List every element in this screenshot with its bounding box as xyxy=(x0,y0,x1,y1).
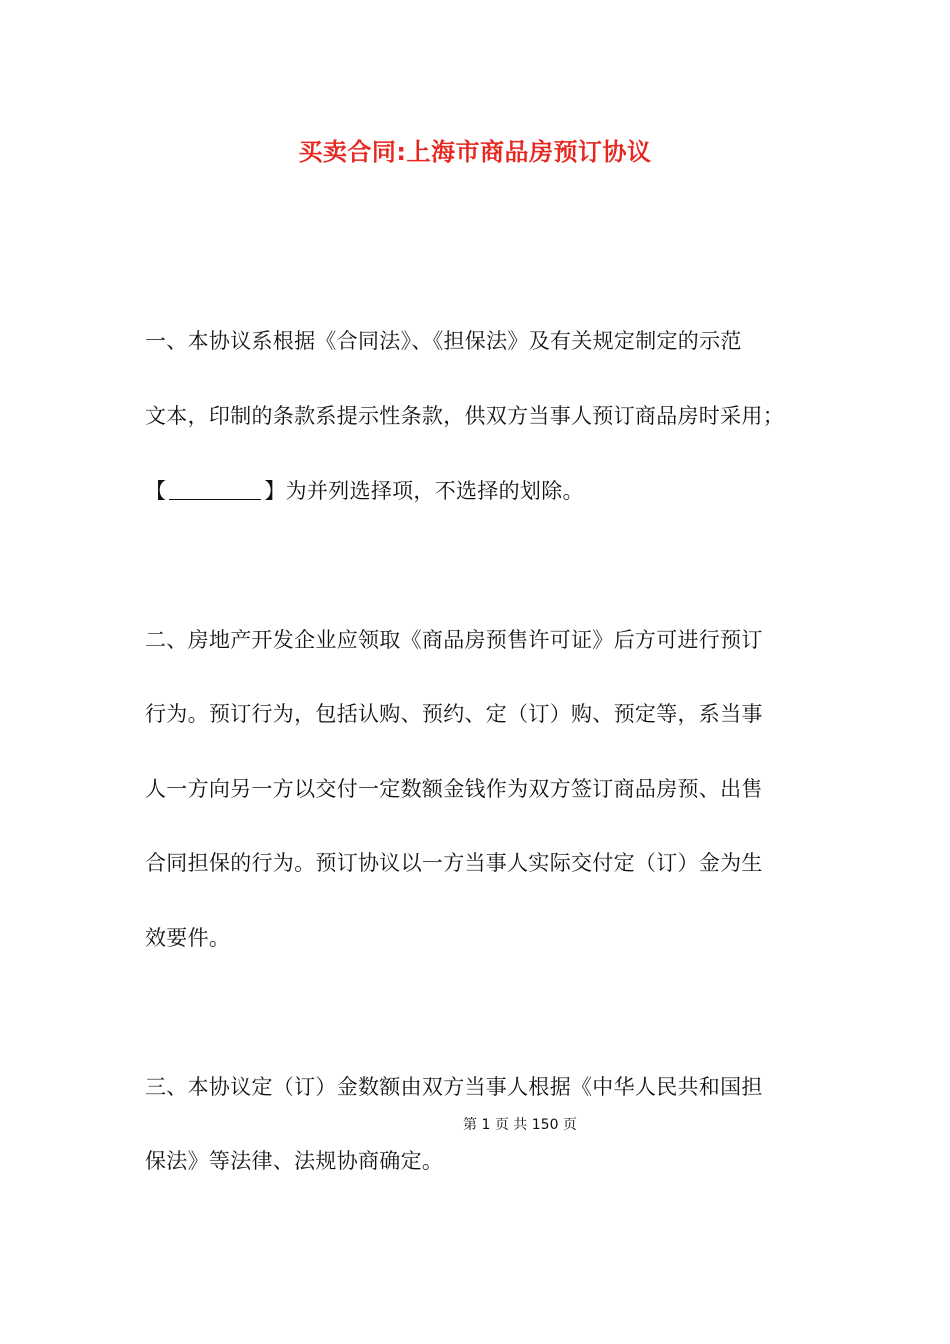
bracket-open: 【 xyxy=(145,479,167,503)
paragraph-2-line-4: 合同担保的行为。预订协议以一方当事人实际交付定（订）金为生 xyxy=(145,851,763,875)
fill-in-blank xyxy=(169,477,261,500)
paragraph-1-line-1: 一、本协议系根据《合同法》、《担保法》及有关规定制定的示范 xyxy=(145,329,742,353)
paragraph-2-line-1: 二、房地产开发企业应领取《商品房预售许可证》后方可进行预订 xyxy=(145,628,763,652)
paragraph-1-line-2: 文本，印制的条款系提示性条款，供双方当事人预订商品房时采用； xyxy=(145,404,784,428)
document-title: 买卖合同:上海市商品房预订协议 xyxy=(298,138,652,166)
paragraph-2-line-2: 行为。预订行为，包括认购、预约、定（订）购、预定等，系当事 xyxy=(145,702,763,726)
paragraph-3-line-2: 保法》等法律、法规协商确定。 xyxy=(145,1149,444,1173)
page-footer: 第 1 页 共 150 页 xyxy=(463,1117,577,1133)
bracket-note: 为并列选择项，不选择的划除。 xyxy=(285,479,584,503)
paragraph-3-line-1: 三、本协议定（订）金数额由双方当事人根据《中华人民共和国担 xyxy=(145,1075,763,1099)
paragraph-2-line-3: 人一方向另一方以交付一定数额金钱作为双方签订商品房预、出售 xyxy=(145,777,763,801)
bracket-close: 】 xyxy=(264,479,286,503)
paragraph-1-line-3 xyxy=(145,476,584,506)
paragraph-2-line-5: 效要件。 xyxy=(145,926,231,950)
